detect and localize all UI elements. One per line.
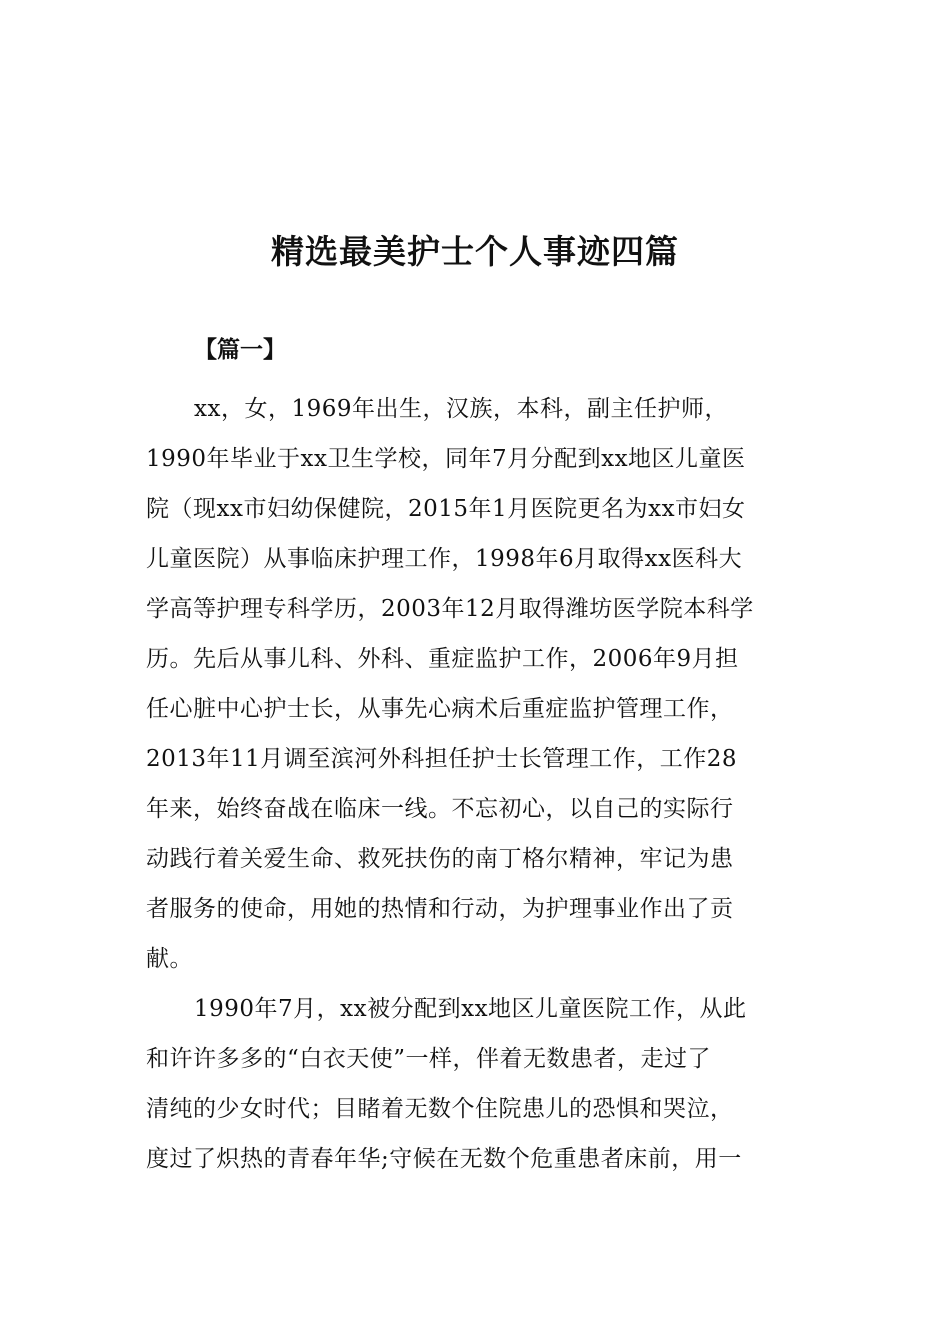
paragraph-1 [146, 384, 811, 984]
paragraph-line: 儿童医院）从事临床护理工作，1998年6月取得xx医科大 [146, 546, 743, 572]
paragraph-2 [146, 984, 811, 1184]
paragraph-line: 院（现xx市妇幼保健院，2015年1月医院更名为xx市妇女 [146, 496, 746, 522]
paragraph-line: 年来，始终奋战在临床一线。不忘初心，以自己的实际行 [146, 796, 734, 822]
paragraph-line: 历。先后从事儿科、外科、重症监护工作，2006年9月担 [146, 646, 739, 672]
paragraph-line: 任心脏中心护士长，从事先心病术后重症监护管理工作， [146, 696, 734, 722]
paragraph-line: 者服务的使命，用她的热情和行动，为护理事业作出了贡 [146, 896, 734, 922]
paragraph-line: 度过了炽热的青春年华;守候在无数个危重患者床前，用一 [146, 1146, 742, 1172]
paragraph-line: 和许许多多的“白衣天使”一样，伴着无数患者，走过了 [146, 1046, 712, 1072]
paragraph-line: 学高等护理专科学历，2003年12月取得潍坊医学院本科学 [146, 596, 754, 622]
section-label: 【篇一】 [194, 336, 286, 363]
paragraph-line: xx，女，1969年出生，汉族，本科，副主任护师， [194, 396, 728, 422]
paragraph-line: 动践行着关爱生命、救死扶伤的南丁格尔精神，牢记为患 [146, 846, 734, 872]
paragraph-line: 献。 [146, 946, 193, 972]
paragraph-line: 2013年11月调至滨河外科担任护士长管理工作，工作28 [146, 746, 738, 772]
document-title: 精选最美护士个人事迹四篇 [271, 232, 679, 271]
paragraph-line: 1990年毕业于xx卫生学校，同年7月分配到xx地区儿童医 [146, 446, 746, 472]
paragraph-line: 1990年7月，xx被分配到xx地区儿童医院工作，从此 [194, 996, 747, 1022]
paragraph-line: 清纯的少女时代；目睹着无数个住院患儿的恐惧和哭泣， [146, 1096, 734, 1122]
